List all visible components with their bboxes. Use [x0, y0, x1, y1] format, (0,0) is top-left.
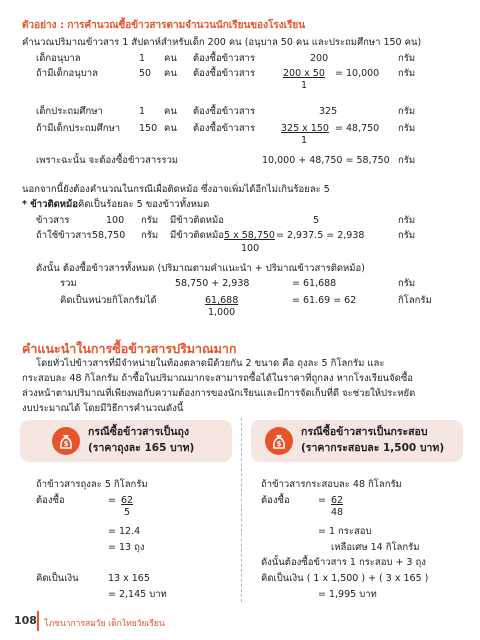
- kinder50-gram: กรัม: [398, 68, 416, 79]
- bag-line1: ถ้าข้าวสารถุงละ 5 กิโลกรัม: [36, 479, 148, 490]
- prim150-numerator: 325 x 150: [281, 123, 329, 134]
- money-bag-icon: [265, 427, 293, 455]
- sack-r3: ดังนั้นต้องซื้อข้าวสาร 1 กระสอบ + 3 ถุง: [261, 557, 426, 568]
- sack-r1: = 1 กระสอบ: [318, 526, 372, 537]
- rice100-label: ข้าวสาร: [36, 215, 70, 226]
- sack-r2: เหลือเศษ 14 กิโลกรัม: [331, 542, 420, 553]
- bag-denominator: 5: [124, 507, 131, 518]
- bag-r1: = 12.4: [108, 526, 141, 537]
- sum-sentence: ดังนั้น ต้องซื้อข้าวสารทั้งหมด (ปริมาณตามคำแนะนำ + ปริมาณข้าวสารติดหม้อ): [36, 263, 365, 274]
- stick-rice-line: [22, 199, 209, 210]
- bag-buy: ต้องซื้อ: [36, 495, 65, 506]
- rice100-stick: มีข้าวติดหม้อ: [170, 215, 224, 226]
- prim-buy: ต้องซื้อข้าวสาร: [193, 106, 256, 117]
- bag-case-title: กรณีซื้อข้าวสารเป็นถุง: [88, 426, 190, 438]
- prim150-n: 150: [139, 123, 158, 134]
- kinder50-unit: คน: [164, 68, 177, 79]
- bag-cost-expr: 13 x 165: [108, 573, 150, 584]
- bag-cost-result: = 2,145 บาท: [108, 589, 167, 600]
- kinder50-n: 50: [139, 68, 152, 79]
- column-divider: [241, 418, 242, 602]
- advice-title: คำแนะนำในการซื้อข้าวสารปริมาณมาก: [22, 341, 237, 356]
- stick-rice-rest: คิดเป็นร้อยละ 5 ของข้าวทั้งหมด: [78, 199, 210, 210]
- footer-book-title: โภชนาการสมวัย เด็กไทยวัยเรียน: [44, 619, 165, 629]
- sack-eq: =: [318, 495, 326, 506]
- sum-result: = 61,688: [292, 278, 337, 289]
- sack-denominator: 48: [331, 507, 344, 518]
- kg-numerator: 61,688: [205, 295, 239, 306]
- advice-line-1: โดยทั่วไปข้าวสารที่มีจำหน่ายในท้องตลาดมีด้วยกัน 2 ขนาด คือ ถุงละ 5 กิโลกรัม และ: [36, 358, 385, 369]
- sack-case-header: [251, 420, 463, 462]
- kinder50-result: = 10,000: [335, 68, 380, 79]
- prim-unit: คน: [164, 106, 177, 117]
- rice100-unit: กรัม: [141, 215, 159, 226]
- kinder50-denominator: 1: [301, 80, 308, 91]
- advice-line-3: ล่วงหน้าตามปริมาณที่เพียงพอกับความต้องการของนักเรียนและมีการจัดเก็บที่ดี จะช่วยให้ประหยัด: [22, 388, 416, 399]
- kinder50-numerator: 200 x 50: [283, 68, 325, 79]
- rice58-n: 58,750: [92, 230, 126, 241]
- kinder-buy: ต้องซื้อข้าวสาร: [193, 53, 256, 64]
- kinder-n: 1: [139, 53, 146, 64]
- kg-denominator: 1,000: [208, 307, 236, 318]
- page-number: 108: [14, 614, 37, 627]
- kinder-label: เด็กอนุบาล: [36, 53, 81, 64]
- rice58-gram: กรัม: [398, 230, 416, 241]
- rice100-n: 100: [106, 215, 125, 226]
- prim-label: เด็กประถมศึกษา: [36, 106, 103, 117]
- rice58-unit: กรัม: [141, 230, 159, 241]
- sack-numerator: 62: [331, 495, 344, 506]
- bag-eq: =: [108, 495, 116, 506]
- advice-line-4: งบประมาณได้ โดยมีวิธีการคำนวณดังนี้: [22, 403, 184, 414]
- sack-cost-label: คิดเป็นเงิน ( 1 x 1,500 ) + ( 3 x 165 ): [261, 573, 429, 584]
- example-title: ตัวอย่าง : การคำนวณซื้อข้าวสารตามจำนวนนักเรียนของโรงเรียน: [22, 20, 306, 31]
- sack-cost-result: = 1,995 บาท: [318, 589, 377, 600]
- svg-text:$: $: [63, 440, 69, 448]
- bag-cost-label: คิดเป็นเงิน: [36, 573, 79, 584]
- prim150-unit: คน: [164, 123, 177, 134]
- prim150-result: = 48,750: [335, 123, 380, 134]
- rice58-result: = 2,937.5 = 2,938: [276, 230, 365, 241]
- total-gram: กรัม: [398, 155, 416, 166]
- kg-unit: กิโลกรัม: [398, 295, 432, 306]
- svg-text:$: $: [276, 440, 282, 448]
- rice58-denominator: 100: [241, 243, 260, 254]
- stick-rice-bold: * ข้าวติดหม้อ: [22, 199, 79, 210]
- prim-amount: 325: [319, 106, 338, 117]
- rice58-stick: มีข้าวติดหม้อ: [170, 230, 224, 241]
- sack-case-price: (ราคากระสอบละ 1,500 บาท): [301, 442, 445, 454]
- sack-case-title: กรณีซื้อข้าวสารเป็นกระสอบ: [301, 426, 428, 438]
- bag-numerator: 62: [121, 495, 134, 506]
- prim150-label: ถ้ามีเด็กประถมศึกษา: [36, 123, 121, 134]
- bag-case-header: [20, 420, 232, 462]
- rice100-val: 5: [313, 215, 320, 226]
- money-bag-icon: [52, 427, 80, 455]
- sum-label: รวม: [60, 278, 77, 289]
- bag-r2: = 13 ถุง: [108, 542, 145, 553]
- kinder-unit: คน: [164, 53, 177, 64]
- sum-expr: 58,750 + 2,938: [175, 278, 250, 289]
- advice-line-2: กระสอบละ 48 กิโลกรัม ถ้าซื้อในปริมาณมากจะสามารถซื้อได้ในราคาที่ถูกลง หากโรงเรียนจัดซื้อ: [22, 373, 413, 384]
- kg-label: คิดเป็นหน่วยกิโลกรัมได้: [60, 295, 157, 306]
- sack-line1: ถ้าข้าวสารกระสอบละ 48 กิโลกรัม: [261, 479, 402, 490]
- prim150-gram: กรัม: [398, 123, 416, 134]
- prim-n: 1: [139, 106, 146, 117]
- kinder50-label: ถ้ามีเด็กอนุบาล: [36, 68, 98, 79]
- footer-divider: [37, 611, 39, 631]
- prim150-denominator: 1: [301, 135, 308, 146]
- rice58-numerator: 5 x 58,750: [224, 230, 275, 241]
- kg-result: = 61.69 = 62: [292, 295, 357, 306]
- sack-buy: ต้องซื้อ: [261, 495, 290, 506]
- rice100-gram: กรัม: [398, 215, 416, 226]
- kinder-gram: กรัม: [398, 53, 416, 64]
- total-value: 10,000 + 48,750 = 58,750: [262, 155, 390, 166]
- prim150-buy: ต้องซื้อข้าวสาร: [193, 123, 256, 134]
- bag-case-price: (ราคาถุงละ 165 บาท): [88, 442, 195, 454]
- kinder-amount: 200: [310, 53, 329, 64]
- note-line: นอกจากนี้ยังต้องคำนวณในกรณีเผื่อติดหม้อ ซึ่งอาจเพิ่มได้อีกไม่เกินร้อยละ 5: [22, 184, 330, 195]
- total-label: เพราะฉะนั้น จะต้องซื้อข้าวสารรวม: [36, 155, 179, 166]
- kinder50-buy: ต้องซื้อข้าวสาร: [193, 68, 256, 79]
- rice58-label: ถ้าใช้ข้าวสาร: [36, 230, 92, 241]
- sum-gram: กรัม: [398, 278, 416, 289]
- prim-gram: กรัม: [398, 106, 416, 117]
- example-intro: คำนวณปริมาณข้าวสาร 1 สัปดาห์สำหรับเด็ก 200 คน (อนุบาล 50 คน และประถมศึกษา 150 คน): [22, 37, 422, 48]
